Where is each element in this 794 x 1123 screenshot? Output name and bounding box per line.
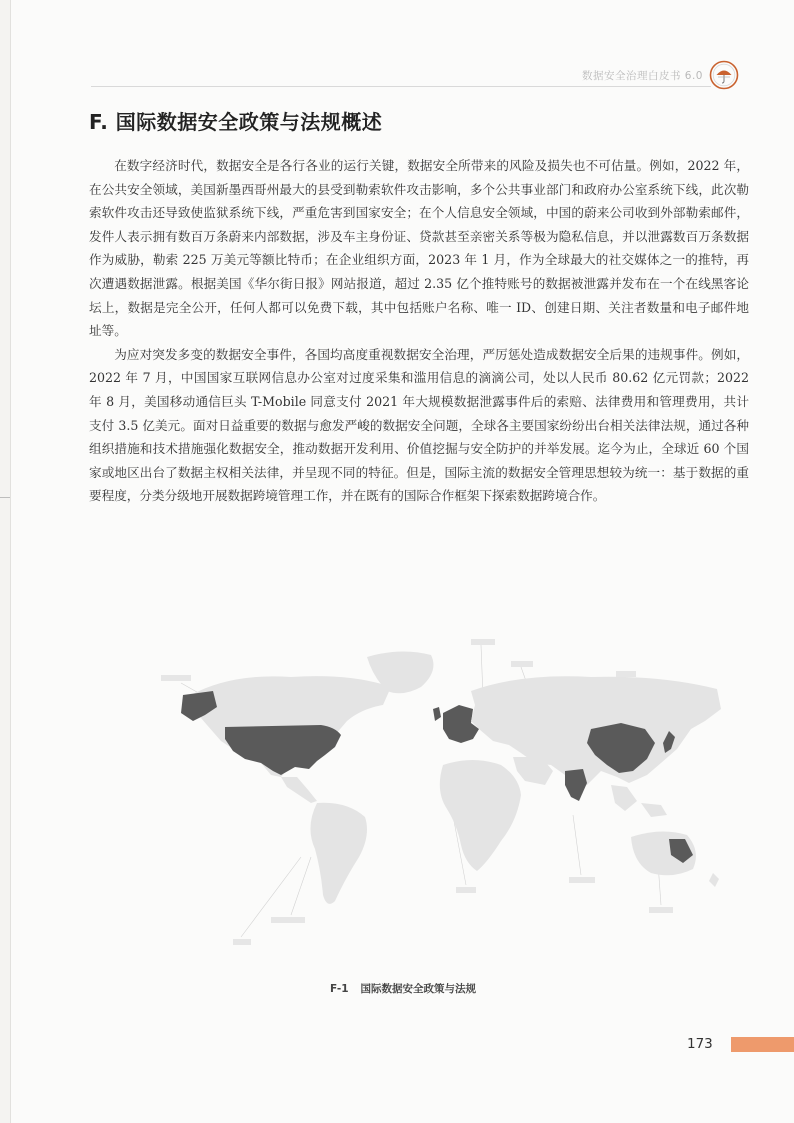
map-label: [161, 675, 191, 681]
usa-highlight: [225, 725, 341, 775]
figure-caption-text: 国际数据安全政策与法规: [360, 983, 476, 995]
map-label: [511, 661, 533, 667]
body-text: [89, 154, 749, 508]
world-map: [121, 625, 741, 955]
central-america: [281, 777, 317, 803]
map-label: [616, 671, 636, 677]
world-map-figure: [121, 625, 741, 955]
umbrella-shield-logo-icon: [709, 60, 739, 90]
south-america: [310, 803, 367, 904]
header-rule: [91, 86, 711, 87]
section-title: F. 国际数据安全政策与法规概述: [89, 110, 383, 134]
page: [10, 0, 794, 1123]
figure-number: F-1: [329, 983, 349, 995]
figure-caption: [11, 981, 794, 996]
page-number: 173: [687, 1036, 713, 1052]
map-label: [456, 887, 476, 893]
india-highlight: [565, 769, 587, 801]
binding-mark: [0, 497, 10, 498]
africa: [440, 760, 521, 871]
uk: [433, 707, 441, 721]
continents: [181, 651, 721, 903]
map-label: [271, 917, 305, 923]
book-title: 数据安全治理白皮书 6.0: [581, 70, 703, 82]
paragraph-2: 为应对突发多变的数据安全事件，各国均高度重视数据安全治理，严厉惩处造成数据安全后果的违规事件。例如，2022 年 7 月，中国国家互联网信息办公室对过度采集和滥用信息的滴滴公司，处以人民币 80.62 亿元罚款；2022 年 8 月，美国移动通信巨头 T-Mobile 同意支付 2021 年大规模数据泄露事件后的索赔、法律费用和管理费用，共计支付 3.5 亿美元。面对日益重要的数据与愈发严峻的数据安全问题，全球各主要国家纷纷出台相关法律法规，通过各种组织措施和技术措施强化数据安全，推动数据开发利用、价值挖掘与安全防护的并举发展。迄今为止，全球近 60 个国家或地区出台了数据主权相关法律，并呈现不同的特征。但是，国际主流的数据安全管理思想较为统一：基于数据的重要程度，分类分级地开展数据跨境管理工作，并在既有的国际合作框架下探索数据跨境合作。: [89, 346, 749, 504]
map-label: [649, 907, 673, 913]
page-accent-bar: [731, 1037, 794, 1052]
map-label: [471, 639, 495, 645]
map-label: [233, 939, 251, 945]
new-zealand: [709, 873, 719, 887]
southeast-asia: [611, 785, 667, 817]
running-header: [11, 60, 794, 90]
map-label: [569, 877, 595, 883]
paragraph-1: 在数字经济时代，数据安全是各行各业的运行关键，数据安全所带来的风险及损失也不可估量。例如，2022 年，在公共安全领域，美国新墨西哥州最大的县受到勒索软件攻击影响，多个公共事业部门和政府办公室系统下线，此次勒索软件攻击还导致使监狱系统下线，严重危害到国家安全；在个人信息安全领域，中国的蔚来公司收到外部勒索邮件，发件人表示拥有数百万条蔚来内部数据，涉及车主身份证、贷款甚至亲密关系等极为隐私信息，并以泄露数百万条数据作为威胁，勒索 225 万美元等额比特币；在企业组织方面，2023 年 1 月，作为全球最大的社交媒体之一的推特，再次遭遇数据泄露。根据美国《华尔街日报》网站报道，超过 2.35 亿个推特账号的数据被泄露并发布在一个在线黑客论坛上，数据是完全公开，任何人都可以免费下载，其中包括账户名称、唯一 ID、创建日期、关注者数量和电子邮件地址等。: [89, 158, 749, 339]
